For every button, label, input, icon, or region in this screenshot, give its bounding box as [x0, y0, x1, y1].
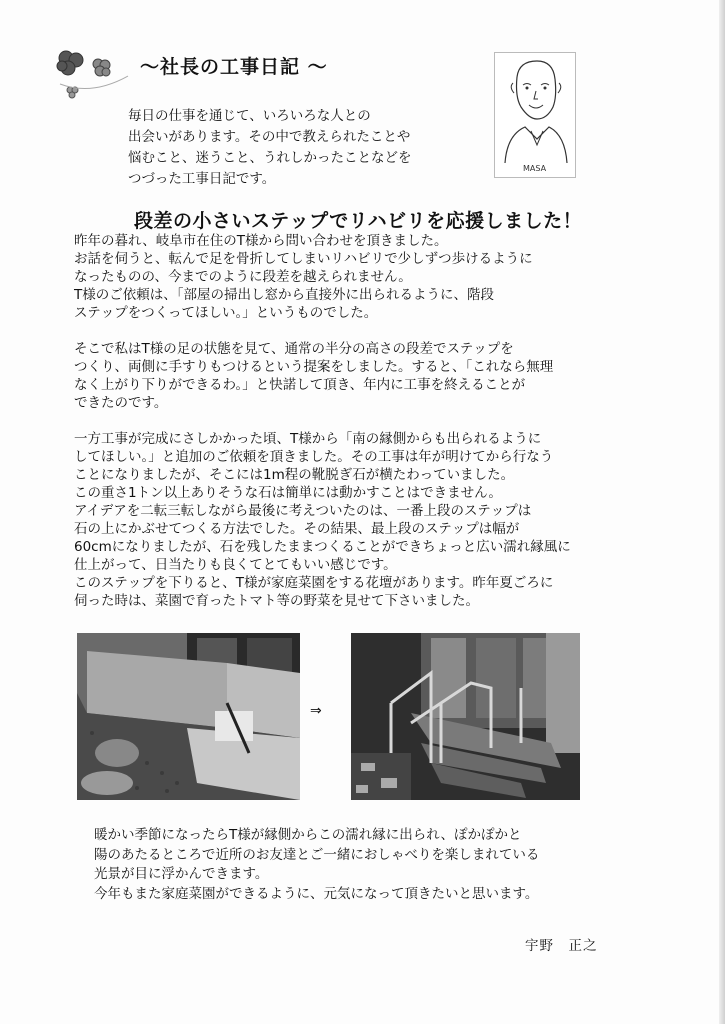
intro-line: 出会いがあります。その中で教えられたことや — [128, 129, 411, 145]
body-line: 一方工事が完成にさしかかった頃、T様から「南の縁側からも出られるように — [74, 431, 542, 447]
intro-line: つづった工事日記です。 — [128, 171, 276, 187]
body-line: ステップをつくってほしい。」というものでした。 — [74, 305, 378, 321]
body-line: なく上がり下りができるわ。」と快諾して頂き、年内に工事を終えることが — [74, 377, 526, 393]
body-line: してほしい。」と追加のご依頼を頂きました。その工事は年が明けてから行なう — [74, 449, 554, 465]
body-line: 昨年の暮れ、岐阜市在住のT様から問い合わせを頂きました。 — [74, 233, 448, 249]
paragraph-gap — [74, 322, 594, 340]
closing-line: 今年もまた家庭菜園ができるように、元気になって頂きたいと思います。 — [94, 885, 539, 902]
closing-text — [94, 826, 594, 904]
body-line: お話を伺うと、転んで足を骨折してしまいリハビリで少しずつ歩けるように — [74, 251, 533, 267]
closing-line: 暖かい季節になったらT様が縁側からこの濡れ縁に出られ、ぽかぽかと — [94, 827, 522, 843]
body-line: 伺った時は、菜園で育ったトマト等の野菜を見せて下さいました。 — [74, 593, 479, 609]
author-name: 宇野 正之 — [525, 938, 598, 954]
body-line: 仕上がって、日当たりも良くてとてもいい感じです。 — [74, 557, 397, 573]
closing-line: 陽のあたるところで近所のお友達とご一緒におしゃべりを楽しまれている — [94, 846, 540, 863]
portrait-signature: MASA — [523, 164, 547, 173]
arrow-icon: ⇒ — [310, 703, 322, 719]
body-line: ことになりましたが、そこには1m程の靴脱ぎ石が横たわっていました。 — [74, 467, 515, 483]
body-line: 石の上にかぶせてつくる方法でした。その結果、最上段のステップは幅が — [74, 521, 520, 537]
diary-title: ～社長の工事日記 ～ — [140, 56, 328, 78]
president-portrait — [494, 52, 576, 178]
article-title: 段差の小さいステップでリハビリを応援しました！ — [134, 210, 583, 232]
body-line: なったものの、今までのように段差を越えられません。 — [74, 269, 412, 285]
body-line: この重さ1トン以上ありそうな石は簡単には動かすことはできません。 — [74, 485, 502, 501]
clover-logo — [52, 46, 132, 106]
body-line: T様のご依頼は、「部屋の掃出し窓から直接外に出られるように、階段 — [74, 287, 494, 303]
scan-edge — [719, 0, 725, 1024]
intro-line: 毎日の仕事を通じて、いろいろな人との — [128, 108, 371, 124]
closing-line: 光景が目に浮かんできます。 — [94, 866, 269, 882]
body-line: できたのです。 — [74, 395, 168, 411]
article-body — [74, 232, 594, 610]
body-line: つくり、両側に手すりもつけるという提案をしました。すると、「これなら無理 — [74, 359, 554, 375]
body-line: このステップを下りると、T様が家庭菜園をする花壇があります。昨年夏ごろに — [74, 575, 554, 591]
body-line: そこで私はT様の足の状態を見て、通常の半分の高さの段差でステップを — [74, 341, 514, 357]
after-photo — [351, 633, 580, 800]
body-line: アイデアを二転三転しながら最後に考えついたのは、一番上段のステップは — [74, 503, 532, 519]
intro-text — [128, 106, 458, 190]
body-line: 60cmになりましたが、石を残したままつくることができちょっと広い濡れ縁風に — [74, 539, 571, 555]
intro-line: 悩むこと、迷うこと、うれしかったことなどを — [128, 150, 412, 166]
paragraph-gap — [74, 412, 594, 430]
before-photo — [77, 633, 300, 800]
